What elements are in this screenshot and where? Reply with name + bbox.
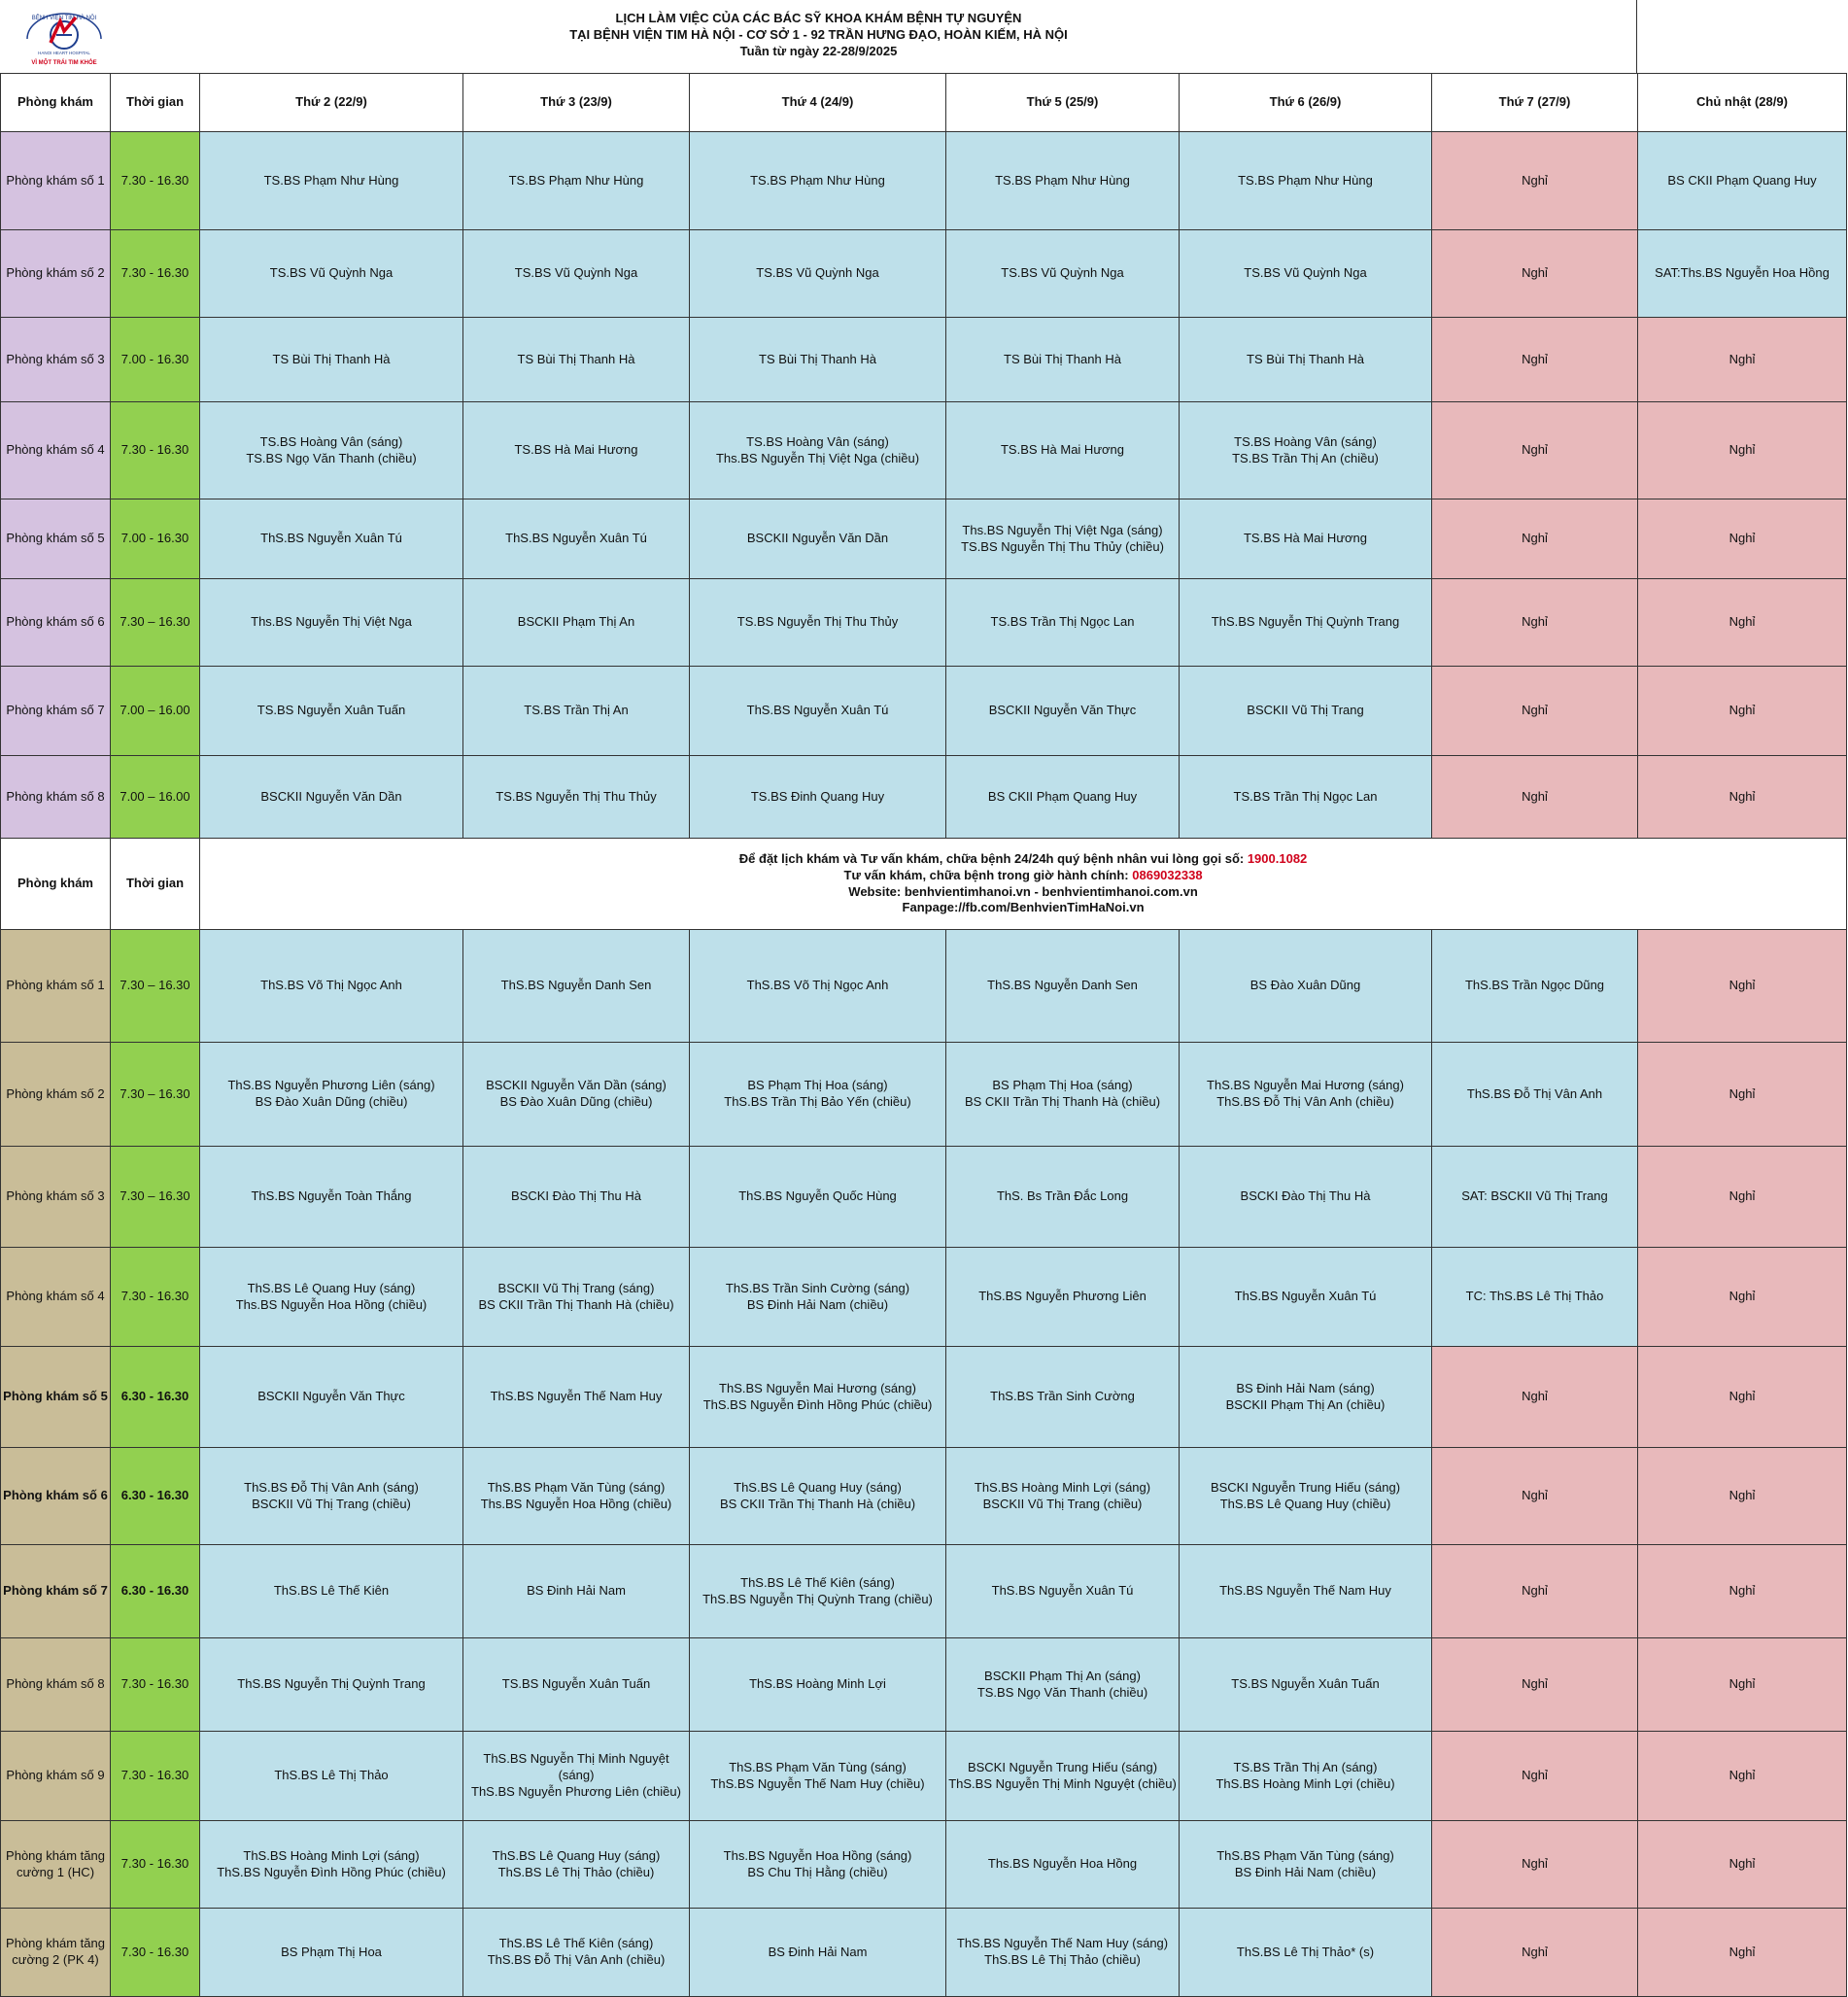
doctor-cell xyxy=(463,1732,690,1821)
doctor-cell: TS.BS Vũ Quỳnh Nga xyxy=(946,230,1180,318)
schedule-row xyxy=(1,499,1847,579)
header-day-sat: Thứ 7 (27/9) xyxy=(1432,74,1638,132)
doctor-cell: ThS.BS Nguyễn Xuân Tú xyxy=(200,499,463,579)
schedule-row xyxy=(1,1347,1847,1448)
header-day-thu: Thứ 5 (25/9) xyxy=(946,74,1180,132)
doctor-cell: BS Đinh Hải Nam xyxy=(690,1909,946,1997)
doctor-name: ThS.BS Nguyễn Phương Liên (chiều) xyxy=(471,1783,681,1799)
doctor-name: ThS.BS Nguyễn Đình Hồng Phúc (chiều) xyxy=(217,1864,446,1879)
doctor-name: ThS.BS Nguyễn Thế Nam Huy (sáng) xyxy=(956,1936,1169,1951)
doctor-cell xyxy=(690,1448,946,1545)
info-row xyxy=(1,839,1847,930)
schedule-row xyxy=(1,579,1847,667)
doctor-cell: BS CKII Phạm Quang Huy xyxy=(946,756,1180,840)
doctor-cell: TS Bùi Thị Thanh Hà xyxy=(1180,318,1432,402)
day-off-cell: Nghỉ xyxy=(1638,930,1847,1043)
doctor-cell xyxy=(463,1043,690,1147)
day-off-cell: Nghỉ xyxy=(1432,667,1638,756)
doctor-name: ThS.BS Lê Thế Kiên (sáng) xyxy=(498,1936,654,1951)
doctor-name: Ths.BS Nguyễn Hoa Hồng (sáng) xyxy=(723,1847,912,1863)
doctor-cell: ThS.BS Nguyễn Phương Liên xyxy=(946,1248,1180,1347)
doctor-cell xyxy=(946,1448,1180,1545)
doctor-name: TS.BS Hoàng Vân (sáng) xyxy=(259,433,403,449)
doctor-name: ThS.BS Lê Thế Kiên (sáng) xyxy=(740,1574,895,1590)
time-slot: 7.30 - 16.30 xyxy=(111,1732,200,1821)
room-name: Phòng khám tăng cường 2 (PK 4) xyxy=(1,1909,111,1997)
doctor-cell xyxy=(946,1638,1180,1732)
logo-subtext: HANOI HEART HOSPITAL xyxy=(38,51,90,55)
doctor-name: ThS.BS Hoàng Minh Lợi (sáng) xyxy=(243,1847,420,1863)
doctor-name: Ths.BS Nguyễn Thị Việt Nga (sáng) xyxy=(962,522,1163,537)
doctor-cell: Ths.BS Nguyễn Hoa Hồng xyxy=(946,1821,1180,1909)
doctor-name: ThS.BS Nguyễn Thế Nam Huy (chiều) xyxy=(710,1775,925,1791)
doctor-cell: TS.BS Phạm Như Hùng xyxy=(946,132,1180,230)
document-title xyxy=(0,10,1637,59)
doctor-cell: TS.BS Hà Mai Hương xyxy=(1180,499,1432,579)
doctor-name: TS.BS Nguyễn Thị Thu Thủy (chiều) xyxy=(961,538,1164,554)
doctor-name: ThS.BS Phạm Văn Tùng (sáng) xyxy=(1216,1847,1394,1863)
doctor-cell xyxy=(200,1248,463,1347)
header-time-2: Thời gian xyxy=(111,839,200,930)
doctor-name: TS.BS Trần Thị An (sáng) xyxy=(1233,1759,1378,1774)
doctor-name: BSCKII Vũ Thị Trang (chiều) xyxy=(252,1496,411,1511)
room-name: Phòng khám số 1 xyxy=(1,132,111,230)
schedule-row xyxy=(1,402,1847,499)
doctor-name: ThS.BS Nguyễn Mai Hương (sáng) xyxy=(1207,1078,1404,1093)
logo-arc-text: BỆNH VIỆN TIM HÀ NỘI xyxy=(31,16,97,21)
doctor-cell: TS.BS Đinh Quang Huy xyxy=(690,756,946,840)
doctor-cell: TS.BS Nguyễn Xuân Tuấn xyxy=(1180,1638,1432,1732)
doctor-name: BS Đào Xuân Dũng (chiều) xyxy=(255,1094,408,1109)
day-off-cell: Nghỉ xyxy=(1432,756,1638,840)
doctor-name: BSCKI Nguyễn Trung Hiếu (sáng) xyxy=(967,1759,1158,1774)
day-off-cell: Nghỉ xyxy=(1432,230,1638,318)
time-slot: 7.30 – 16.30 xyxy=(111,930,200,1043)
day-off-cell: Nghỉ xyxy=(1432,1545,1638,1638)
header-day-tue: Thứ 3 (23/9) xyxy=(463,74,690,132)
header-day-sun: Chủ nhật (28/9) xyxy=(1638,74,1847,132)
doctor-cell: BS Đinh Hải Nam xyxy=(463,1545,690,1638)
doctor-cell: ThS.BS Đỗ Thị Vân Anh xyxy=(1432,1043,1638,1147)
consult-text: Tư vấn khám, chữa bệnh trong giờ hành chính: xyxy=(843,867,1133,882)
day-off-cell: Nghỉ xyxy=(1638,1545,1847,1638)
doctor-cell: ThS. Bs Trần Đắc Long xyxy=(946,1147,1180,1248)
doctor-cell: BS Phạm Thị Hoa xyxy=(200,1909,463,1997)
header-day-fri: Thứ 6 (26/9) xyxy=(1180,74,1432,132)
doctor-cell: ThS.BS Hoàng Minh Lợi xyxy=(690,1638,946,1732)
doctor-cell: Ths.BS Nguyễn Thị Việt Nga xyxy=(200,579,463,667)
doctor-cell: TS.BS Phạm Như Hùng xyxy=(1180,132,1432,230)
doctor-name: BS CKII Trần Thị Thanh Hà (chiều) xyxy=(719,1496,916,1511)
header-row xyxy=(1,74,1847,132)
room-name: Phòng khám số 3 xyxy=(1,1147,111,1248)
doctor-cell: ThS.BS Nguyễn Quốc Hùng xyxy=(690,1147,946,1248)
schedule-row xyxy=(1,318,1847,402)
doctor-name: ThS.BS Nguyễn Thị Minh Nguyệt (chiều) xyxy=(948,1775,1177,1791)
doctor-cell: TS.BS Trần Thị Ngọc Lan xyxy=(1180,756,1432,840)
doctor-name: TS.BS Hoàng Vân (sáng) xyxy=(1234,433,1377,449)
doctor-cell: BSCKII Phạm Thị An xyxy=(463,579,690,667)
doctor-name: ThS.BS Nguyễn Thị Quỳnh Trang (chiều) xyxy=(702,1591,933,1606)
schedule-row xyxy=(1,930,1847,1043)
doctor-name: BSCKI Nguyễn Trung Hiếu (sáng) xyxy=(1210,1479,1401,1495)
doctor-cell xyxy=(1180,1043,1432,1147)
doctor-cell: TS.BS Vũ Quỳnh Nga xyxy=(690,230,946,318)
doctor-cell xyxy=(690,1821,946,1909)
doctor-cell xyxy=(1180,1732,1432,1821)
room-name: Phòng khám tăng cường 1 (HC) xyxy=(1,1821,111,1909)
doctor-cell: ThS.BS Lê Thế Kiên xyxy=(200,1545,463,1638)
room-name: Phòng khám số 7 xyxy=(1,1545,111,1638)
day-off-cell: Nghỉ xyxy=(1432,1347,1638,1448)
day-off-cell: Nghỉ xyxy=(1638,1732,1847,1821)
time-slot: 7.30 - 16.30 xyxy=(111,1821,200,1909)
doctor-name: BS Đào Xuân Dũng (chiều) xyxy=(499,1094,653,1109)
room-name: Phòng khám số 2 xyxy=(1,1043,111,1147)
doctor-cell: ThS.BS Lê Thị Thảo xyxy=(200,1732,463,1821)
doctor-cell: TS Bùi Thị Thanh Hà xyxy=(463,318,690,402)
schedule-row xyxy=(1,1638,1847,1732)
day-off-cell: Nghỉ xyxy=(1432,1821,1638,1909)
doctor-cell: BSCKII Nguyễn Văn Dần xyxy=(690,499,946,579)
room-name: Phòng khám số 2 xyxy=(1,230,111,318)
schedule-row xyxy=(1,1909,1847,1997)
doctor-cell: ThS.BS Nguyễn Thị Quỳnh Trang xyxy=(1180,579,1432,667)
doctor-name: BS Chu Thị Hằng (chiều) xyxy=(747,1864,888,1879)
day-off-cell: Nghỉ xyxy=(1432,1448,1638,1545)
doctor-cell: ThS.BS Nguyễn Xuân Tú xyxy=(1180,1248,1432,1347)
schedule-row xyxy=(1,1043,1847,1147)
time-slot: 7.00 - 16.30 xyxy=(111,499,200,579)
time-slot: 7.30 - 16.30 xyxy=(111,1638,200,1732)
time-slot: 6.30 - 16.30 xyxy=(111,1545,200,1638)
doctor-cell: ThS.BS Nguyễn Thế Nam Huy xyxy=(463,1347,690,1448)
doctor-cell: ThS.BS Nguyễn Danh Sen xyxy=(463,930,690,1043)
doctor-cell: ThS.BS Trần Sinh Cường xyxy=(946,1347,1180,1448)
header-day-wed: Thứ 4 (24/9) xyxy=(690,74,946,132)
room-name: Phòng khám số 5 xyxy=(1,499,111,579)
time-slot: 7.30 - 16.30 xyxy=(111,132,200,230)
doctor-name: ThS.BS Đỗ Thị Vân Anh (chiều) xyxy=(487,1952,666,1967)
doctor-cell: TC: ThS.BS Lê Thị Thảo xyxy=(1432,1248,1638,1347)
doctor-cell xyxy=(690,1732,946,1821)
room-name: Phòng khám số 7 xyxy=(1,667,111,756)
day-off-cell: Nghỉ xyxy=(1638,579,1847,667)
doctor-cell: TS.BS Vũ Quỳnh Nga xyxy=(463,230,690,318)
hotline-number: 1900.1082 xyxy=(1247,850,1308,866)
doctor-name: ThS.BS Lê Quang Huy (sáng) xyxy=(734,1479,902,1495)
doctor-cell xyxy=(463,1821,690,1909)
doctor-cell: ThS.BS Nguyễn Xuân Tú xyxy=(946,1545,1180,1638)
booking-line xyxy=(202,851,1844,868)
doctor-cell: BSCKII Nguyễn Văn Thực xyxy=(946,667,1180,756)
doctor-cell xyxy=(946,499,1180,579)
doctor-cell: TS.BS Vũ Quỳnh Nga xyxy=(1180,230,1432,318)
doctor-cell: ThS.BS Nguyễn Xuân Tú xyxy=(463,499,690,579)
doctor-cell: SAT: BSCKII Vũ Thị Trang xyxy=(1432,1147,1638,1248)
room-name: Phòng khám số 1 xyxy=(1,930,111,1043)
doctor-name: ThS.BS Lê Quang Huy (sáng) xyxy=(492,1847,661,1863)
doctor-cell: TS.BS Hà Mai Hương xyxy=(946,402,1180,499)
day-off-cell: Nghỉ xyxy=(1638,1821,1847,1909)
doctor-cell xyxy=(690,1248,946,1347)
room-name: Phòng khám số 4 xyxy=(1,1248,111,1347)
doctor-name: ThS.BS Lê Thị Thảo (chiều) xyxy=(497,1864,655,1879)
schedule-row xyxy=(1,1147,1847,1248)
day-off-cell: Nghỉ xyxy=(1638,499,1847,579)
day-off-cell: Nghỉ xyxy=(1638,318,1847,402)
day-off-cell: Nghỉ xyxy=(1432,132,1638,230)
doctor-cell: ThS.BS Nguyễn Thế Nam Huy xyxy=(1180,1545,1432,1638)
doctor-name: ThS.BS Nguyễn Thị Minh Nguyệt (sáng) xyxy=(483,1751,669,1783)
logo-slogan: VÌ MỘT TRÁI TIM KHỎE xyxy=(31,60,97,66)
time-slot: 7.30 - 16.30 xyxy=(111,402,200,499)
doctor-cell: TS.BS Phạm Như Hùng xyxy=(463,132,690,230)
schedule-row xyxy=(1,1248,1847,1347)
title-line-1: LỊCH LÀM VIỆC CỦA CÁC BÁC SỸ KHOA KHÁM BỆNH TỰ NGUYỆN xyxy=(615,11,1022,25)
doctor-name: BSCKII Phạm Thị An (sáng) xyxy=(984,1668,1141,1683)
title-line-3: Tuần từ ngày 22-28/9/2025 xyxy=(739,44,898,58)
doctor-name: ThS.BS Hoàng Minh Lợi (sáng) xyxy=(974,1479,1151,1495)
doctor-cell: TS.BS Hà Mai Hương xyxy=(463,402,690,499)
doctor-cell: ThS.BS Nguyễn Toàn Thắng xyxy=(200,1147,463,1248)
doctor-cell xyxy=(1180,1347,1432,1448)
schedule-table-section-2 xyxy=(0,838,1847,1997)
doctor-name: Ths.BS Nguyễn Hoa Hồng (chiều) xyxy=(235,1296,428,1312)
doctor-name: ThS.BS Đỗ Thị Vân Anh (chiều) xyxy=(1216,1094,1394,1109)
doctor-cell xyxy=(200,1043,463,1147)
doctor-name: ThS.BS Nguyễn Đình Hồng Phúc (chiều) xyxy=(702,1396,933,1412)
contact-info xyxy=(200,839,1847,930)
doctor-name: BSCKII Nguyễn Văn Dần (sáng) xyxy=(486,1078,667,1093)
doctor-cell: TS Bùi Thị Thanh Hà xyxy=(946,318,1180,402)
doctor-name: ThS.BS Nguyễn Phương Liên (sáng) xyxy=(227,1078,435,1093)
day-off-cell: Nghỉ xyxy=(1638,667,1847,756)
doctor-cell: TS.BS Nguyễn Xuân Tuấn xyxy=(200,667,463,756)
doctor-name: ThS.BS Nguyễn Mai Hương (sáng) xyxy=(719,1380,916,1395)
schedule-table-section-1 xyxy=(0,73,1847,840)
doctor-name: ThS.BS Trần Sinh Cường (sáng) xyxy=(725,1280,910,1295)
doctor-name: TS.BS Ngọ Văn Thanh (chiều) xyxy=(976,1684,1148,1700)
room-name: Phòng khám số 8 xyxy=(1,756,111,840)
doctor-cell: BSCKI Đào Thị Thu Hà xyxy=(1180,1147,1432,1248)
schedule-row xyxy=(1,1732,1847,1821)
doctor-cell xyxy=(690,402,946,499)
room-name: Phòng khám số 3 xyxy=(1,318,111,402)
doctor-cell: ThS.BS Lê Thị Thảo* (s) xyxy=(1180,1909,1432,1997)
header-day-mon: Thứ 2 (22/9) xyxy=(200,74,463,132)
doctor-cell: BSCKI Đào Thị Thu Hà xyxy=(463,1147,690,1248)
doctor-cell xyxy=(946,1043,1180,1147)
doctor-cell: BSCKII Nguyễn Văn Thực xyxy=(200,1347,463,1448)
doctor-cell: TS.BS Nguyễn Thị Thu Thủy xyxy=(690,579,946,667)
doctor-name: TS.BS Hoàng Vân (sáng) xyxy=(746,433,889,449)
doctor-name: ThS.BS Đỗ Thị Vân Anh (sáng) xyxy=(244,1479,419,1495)
doctor-name: BS Đinh Hải Nam (sáng) xyxy=(1236,1380,1375,1395)
doctor-name: ThS.BS Phạm Văn Tùng (sáng) xyxy=(487,1479,666,1495)
doctor-cell xyxy=(463,1248,690,1347)
doctor-cell: BSCKII Vũ Thị Trang xyxy=(1180,667,1432,756)
time-slot: 7.30 – 16.30 xyxy=(111,579,200,667)
schedule-row xyxy=(1,230,1847,318)
header-room-2: Phòng khám xyxy=(1,839,111,930)
day-off-cell: Nghỉ xyxy=(1638,756,1847,840)
doctor-name: TS.BS Ngọ Văn Thanh (chiều) xyxy=(246,450,417,465)
day-off-cell: Nghỉ xyxy=(1432,579,1638,667)
doctor-name: ThS.BS Trần Thị Bảo Yến (chiều) xyxy=(724,1094,911,1109)
schedule-row xyxy=(1,1821,1847,1909)
doctor-name: TS.BS Trần Thị An (chiều) xyxy=(1232,450,1379,465)
day-off-cell: Nghỉ xyxy=(1638,1347,1847,1448)
doctor-cell xyxy=(463,1909,690,1997)
schedule-row xyxy=(1,132,1847,230)
doctor-cell: BSCKII Nguyễn Văn Dần xyxy=(200,756,463,840)
time-slot: 7.00 – 16.00 xyxy=(111,667,200,756)
doctor-cell xyxy=(690,1347,946,1448)
schedule-row xyxy=(1,1448,1847,1545)
room-name: Phòng khám số 5 xyxy=(1,1347,111,1448)
doctor-cell: ThS.BS Nguyễn Xuân Tú xyxy=(690,667,946,756)
doctor-cell: SAT:Ths.BS Nguyễn Hoa Hồng xyxy=(1638,230,1847,318)
time-slot: 6.30 - 16.30 xyxy=(111,1448,200,1545)
doctor-cell xyxy=(946,1732,1180,1821)
doctor-cell: BS Đào Xuân Dũng xyxy=(1180,930,1432,1043)
doctor-name: BS Đinh Hải Nam (chiều) xyxy=(746,1296,889,1312)
schedule-row xyxy=(1,1545,1847,1638)
room-name: Phòng khám số 6 xyxy=(1,579,111,667)
day-off-cell: Nghỉ xyxy=(1432,402,1638,499)
title-bar xyxy=(0,0,1846,74)
doctor-cell: TS.BS Vũ Quỳnh Nga xyxy=(200,230,463,318)
doctor-cell xyxy=(463,1448,690,1545)
day-off-cell: Nghỉ xyxy=(1638,1448,1847,1545)
doctor-cell: ThS.BS Trần Ngọc Dũng xyxy=(1432,930,1638,1043)
website-line: Website: benhvientimhanoi.vn - benhvientimhanoi.com.vn xyxy=(848,883,1198,899)
day-off-cell: Nghỉ xyxy=(1432,499,1638,579)
doctor-name: ThS.BS Lê Quang Huy (sáng) xyxy=(247,1280,416,1295)
time-slot: 7.30 - 16.30 xyxy=(111,230,200,318)
doctor-cell: TS.BS Nguyễn Xuân Tuấn xyxy=(463,1638,690,1732)
office-hours-number: 0869032338 xyxy=(1132,867,1203,882)
doctor-name: BSCKII Vũ Thị Trang (sáng) xyxy=(497,1280,655,1295)
doctor-cell: TS.BS Trần Thị An xyxy=(463,667,690,756)
schedule-row xyxy=(1,667,1847,756)
doctor-name: BS Phạm Thị Hoa (sáng) xyxy=(992,1078,1133,1093)
doctor-cell: BS CKII Phạm Quang Huy xyxy=(1638,132,1847,230)
doctor-name: BSCKII Vũ Thị Trang (chiều) xyxy=(982,1496,1143,1511)
doctor-cell xyxy=(1180,1821,1432,1909)
time-slot: 7.00 - 16.30 xyxy=(111,318,200,402)
doctor-cell: ThS.BS Võ Thị Ngọc Anh xyxy=(690,930,946,1043)
doctor-cell xyxy=(946,1909,1180,1997)
time-slot: 7.30 – 16.30 xyxy=(111,1147,200,1248)
doctor-name: BS CKII Trần Thị Thanh Hà (chiều) xyxy=(478,1296,674,1312)
doctor-name: ThS.BS Lê Thị Thảo (chiều) xyxy=(984,1952,1141,1967)
doctor-cell: ThS.BS Võ Thị Ngọc Anh xyxy=(200,930,463,1043)
doctor-name: ThS.BS Phạm Văn Tùng (sáng) xyxy=(729,1759,907,1774)
time-slot: 7.30 - 16.30 xyxy=(111,1909,200,1997)
doctor-cell: TS.BS Nguyễn Thị Thu Thủy xyxy=(463,756,690,840)
schedule-row xyxy=(1,756,1847,840)
doctor-name: BS Đinh Hải Nam (chiều) xyxy=(1234,1864,1377,1879)
doctor-cell xyxy=(200,1821,463,1909)
title-blank-cell xyxy=(1636,0,1846,73)
day-off-cell: Nghỉ xyxy=(1638,1043,1847,1147)
time-slot: 7.30 – 16.30 xyxy=(111,1043,200,1147)
booking-text: Để đặt lịch khám và Tư vấn khám, chữa bệnh 24/24h quý bệnh nhân vui lòng gọi số: xyxy=(738,850,1248,866)
doctor-name: BS Phạm Thị Hoa (sáng) xyxy=(747,1078,888,1093)
doctor-cell xyxy=(690,1545,946,1638)
doctor-cell: TS Bùi Thị Thanh Hà xyxy=(200,318,463,402)
consult-line xyxy=(202,868,1844,884)
doctor-cell xyxy=(690,1043,946,1147)
day-off-cell: Nghỉ xyxy=(1638,1638,1847,1732)
doctor-cell: TS.BS Trần Thị Ngọc Lan xyxy=(946,579,1180,667)
doctor-cell xyxy=(1180,1448,1432,1545)
doctor-cell xyxy=(200,402,463,499)
room-name: Phòng khám số 6 xyxy=(1,1448,111,1545)
doctor-name: Ths.BS Nguyễn Thị Việt Nga (chiều) xyxy=(715,450,920,465)
time-slot: 7.00 – 16.00 xyxy=(111,756,200,840)
day-off-cell: Nghỉ xyxy=(1638,1248,1847,1347)
time-slot: 6.30 - 16.30 xyxy=(111,1347,200,1448)
room-name: Phòng khám số 4 xyxy=(1,402,111,499)
day-off-cell: Nghỉ xyxy=(1638,402,1847,499)
doctor-cell: TS.BS Phạm Như Hùng xyxy=(200,132,463,230)
doctor-name: ThS.BS Hoàng Minh Lợi (chiều) xyxy=(1215,1775,1395,1791)
day-off-cell: Nghỉ xyxy=(1638,1147,1847,1248)
header-time: Thời gian xyxy=(111,74,200,132)
doctor-name: ThS.BS Lê Quang Huy (chiều) xyxy=(1219,1496,1391,1511)
title-line-2: TẠI BỆNH VIỆN TIM HÀ NỘI - CƠ SỞ 1 - 92 TRẦN HƯNG ĐẠO, HOÀN KIẾM, HÀ NỘI xyxy=(569,27,1068,42)
time-slot: 7.30 - 16.30 xyxy=(111,1248,200,1347)
day-off-cell: Nghỉ xyxy=(1432,1909,1638,1997)
day-off-cell: Nghỉ xyxy=(1638,1909,1847,1997)
header-room: Phòng khám xyxy=(1,74,111,132)
doctor-name: BS CKII Trần Thị Thanh Hà (chiều) xyxy=(964,1094,1161,1109)
doctor-cell xyxy=(1180,402,1432,499)
fanpage-line: Fanpage://fb.com/BenhvienTimHaNoi.vn xyxy=(902,900,1145,915)
day-off-cell: Nghỉ xyxy=(1432,1638,1638,1732)
doctor-cell xyxy=(200,1448,463,1545)
room-name: Phòng khám số 8 xyxy=(1,1638,111,1732)
doctor-cell: TS Bùi Thị Thanh Hà xyxy=(690,318,946,402)
doctor-name: Ths.BS Nguyễn Hoa Hồng (chiều) xyxy=(480,1496,672,1511)
doctor-cell: ThS.BS Nguyễn Danh Sen xyxy=(946,930,1180,1043)
day-off-cell: Nghỉ xyxy=(1432,1732,1638,1821)
doctor-cell: TS.BS Phạm Như Hùng xyxy=(690,132,946,230)
day-off-cell: Nghỉ xyxy=(1432,318,1638,402)
room-name: Phòng khám số 9 xyxy=(1,1732,111,1821)
doctor-cell: ThS.BS Nguyễn Thị Quỳnh Trang xyxy=(200,1638,463,1732)
doctor-name: BSCKII Phạm Thị An (chiều) xyxy=(1225,1396,1386,1412)
